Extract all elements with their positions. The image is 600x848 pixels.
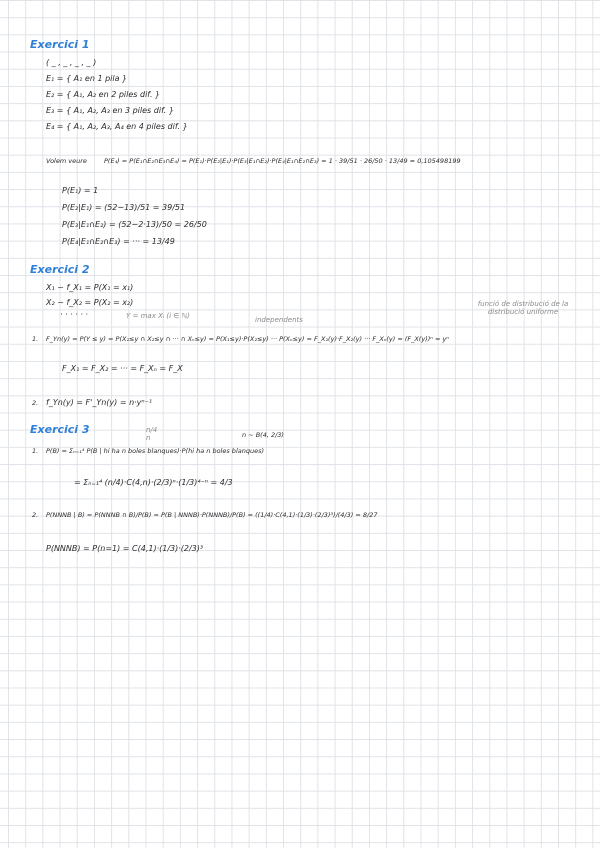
ex1-line-e1: E₁ = { A₁ en 1 pila } xyxy=(46,74,128,83)
ex3-note-n: n xyxy=(146,434,151,442)
ex2-line-dots: · · · · · · xyxy=(60,310,88,319)
ex1-volem-label: Volem veure xyxy=(46,157,87,165)
ex2-note-independents: independents xyxy=(255,316,303,324)
ex3-title: Exercici 3 xyxy=(30,423,90,436)
ex3-binomial: n ~ B(4, 2/3) xyxy=(242,431,284,439)
ex2-line-x2: X₂ ~ f_X₂ = P(X₂ = x₂) xyxy=(46,298,134,307)
ex1-sub-p-e1: P(E₁) = 1 xyxy=(62,186,99,195)
ex2-item1-number: 1. xyxy=(32,335,39,343)
ex3-item1-equation: P(B) = Σₙ₌₁⁴ P(B | hi ha n boles blanques)·P(hi ha n boles blanques) xyxy=(46,447,265,455)
ex3-item1-result: = Σₙ₌₁⁴ (n/4)·C(4,n)·(2/3)ⁿ·(1/3)⁴⁻ⁿ = 4/3 xyxy=(74,478,233,487)
ex1-title: Exercici 1 xyxy=(30,38,90,51)
ex1-sub-p-e2: P(E₂|E₁) = (52−13)/51 = 39/51 xyxy=(62,203,186,212)
ex2-title: Exercici 2 xyxy=(30,263,90,276)
ex1-main-equation: P(E₄) = P(E₁∩E₂∩E₃∩E₄) = P(E₁)·P(E₂|E₁)·P(E₃|E₁∩E₂)·P(E₄|E₁∩E₂∩E₃) = 1 · 39/51 · 26/50 · 13/49 ≈ 0,105498199 xyxy=(104,157,461,165)
ex2-item1-equation: F_Yn(y) = P(Y ≤ y) = P(X₁≤y ∩ X₂≤y ∩ ··· ∩ Xₙ≤y) = P(X₁≤y)·P(X₂≤y) ··· P(Xₙ≤y) = F_X₁(y)·F_X₂(y) ··· F_Xₙ(y) = (F_X(y))ⁿ = yⁿ xyxy=(46,335,449,343)
ex2-note-max: Y = max Xᵢ (i ∈ ℕ) xyxy=(126,312,190,320)
ex2-item1-identity: F_X₁ = F_X₂ = ··· = F_Xₙ = F_X xyxy=(62,364,183,373)
ex1-line-tuple: ( _ , _ , _ , _ ) xyxy=(46,58,97,67)
ex3-item2-equation: P(NNNB | B) = P(NNNB ∩ B)/P(B) = P(B | NNNB)·P(NNNB)/P(B) = ((1/4)·C(4,1)·(1/3)·(2/3)³)/(4/3) = 8/27 xyxy=(46,511,378,519)
ex2-line-x1: X₁ ~ f_X₁ = P(X₁ = x₁) xyxy=(46,283,134,292)
ex3-item2-pnnnb: P(NNNB) = P(n=1) = C(4,1)·(1/3)·(2/3)³ xyxy=(46,544,204,553)
ex3-item2-number: 2. xyxy=(32,511,39,519)
ex1-sub-p-e3: P(E₃|E₁∩E₂) = (52−2·13)/50 = 26/50 xyxy=(62,220,207,229)
ex1-sub-p-e4: P(E₄|E₁∩E₂∩E₃) = ··· = 13/49 xyxy=(62,237,175,246)
ex1-line-e2: E₂ = { A₁, A₂ en 2 piles dif. } xyxy=(46,90,161,99)
ex2-note-uniform: funció de distribució de la distribució uniforme xyxy=(477,300,569,316)
ex3-note-n4: n/4 xyxy=(146,426,158,434)
ex2-item2-equation: f_Yn(y) = F'_Yn(y) = n·yⁿ⁻¹ xyxy=(46,398,153,407)
ex1-line-e3: E₃ = { A₁, A₂, A₃ en 3 piles dif. } xyxy=(46,106,174,115)
ex3-item1-number: 1. xyxy=(32,447,39,455)
ex2-item2-number: 2. xyxy=(32,399,39,407)
ex1-line-e4: E₄ = { A₁, A₂, A₃, A₄ en 4 piles dif. } xyxy=(46,122,188,131)
